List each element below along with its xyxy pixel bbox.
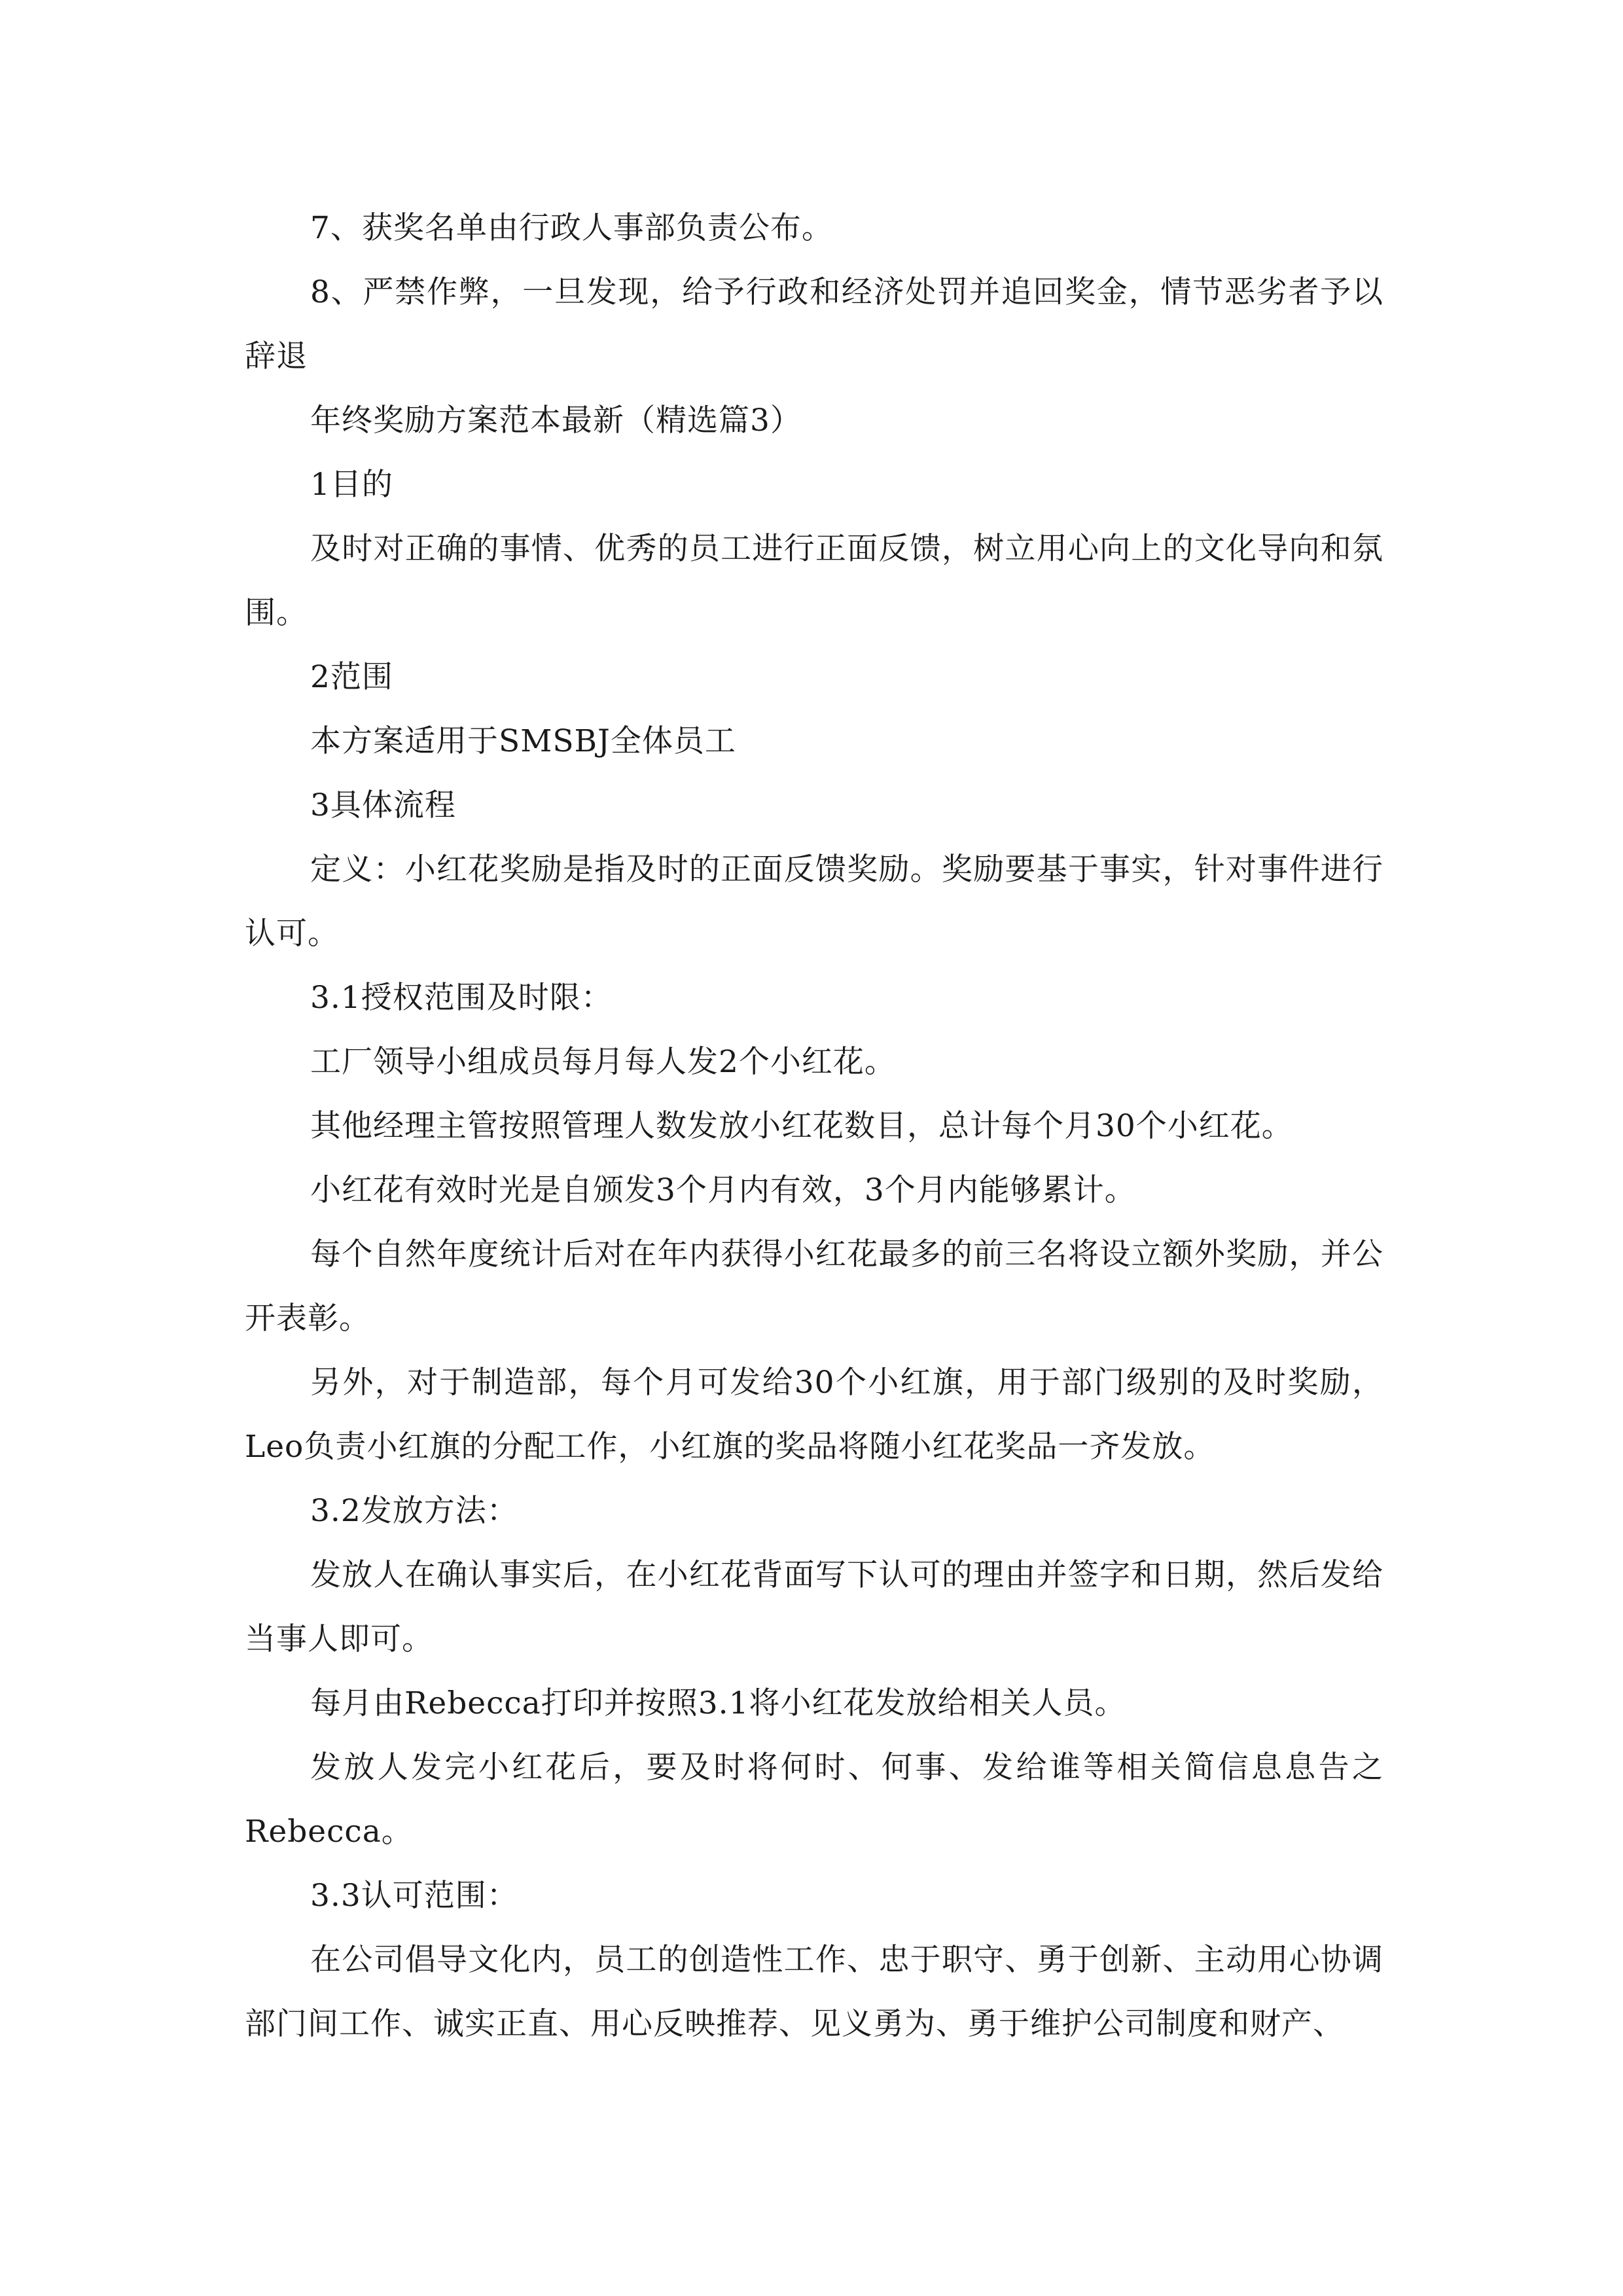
paragraph-3-2-b: 每月由Rebecca打印并按照3.1将小红花发放给相关人员。	[310, 1685, 1126, 1721]
paragraph-3-3-a: 在公司倡导文化内，员工的创造性工作、忠于职守、勇于创新、主动用心协调部门间工作、诚实正直、用心反映推荐、见义勇为、勇于维护公司制度和财产、	[245, 1942, 1383, 2042]
heading-process: 3具体流程	[310, 787, 456, 823]
heading-3-2: 3.2发放方法：	[310, 1493, 518, 1529]
paragraph-3-2-a: 发放人在确认事实后，在小红花背面写下认可的理由并签字和日期，然后发给当事人即可。	[245, 1557, 1383, 1657]
paragraph-definition: 定义：小红花奖励是指及时的正面反馈奖励。奖励要基于事实，针对事件进行认可。	[245, 852, 1383, 952]
paragraph-item-7: 7、获奖名单由行政人事部负责公布。	[310, 210, 833, 246]
paragraph-3-1-c: 小红花有效时光是自颁发3个月内有效，3个月内能够累计。	[310, 1172, 1136, 1208]
heading-scope: 2范围	[310, 659, 393, 695]
paragraph-3-1-e: 另外，对于制造部，每个月可发给30个小红旗，用于部门级别的及时奖励，Leo负责小红旗的分配工作，小红旗的奖品将随小红花奖品一齐发放。	[245, 1365, 1383, 1465]
document-body	[245, 196, 1383, 2056]
paragraph-scope: 本方案适用于SMSBJ全体员工	[310, 723, 736, 759]
heading-3-3: 3.3认可范围：	[310, 1878, 518, 1914]
paragraph-3-1-d: 每个自然年度统计后对在年内获得小红花最多的前三名将设立额外奖励，并公开表彰。	[245, 1236, 1383, 1336]
section-title: 年终奖励方案范本最新（精选篇3）	[310, 403, 802, 439]
paragraph-3-1-a: 工厂领导小组成员每月每人发2个小红花。	[310, 1044, 896, 1080]
paragraph-purpose: 及时对正确的事情、优秀的员工进行正面反馈，树立用心向上的文化导向和氛围。	[245, 531, 1383, 631]
paragraph-3-1-b: 其他经理主管按照管理人数发放小红花数目，总计每个月30个小红花。	[310, 1108, 1293, 1144]
paragraph-item-8: 8、严禁作弊，一旦发现，给予行政和经济处罚并追回奖金，情节恶劣者予以辞退	[245, 274, 1383, 374]
paragraph-3-2-c: 发放人发完小红花后，要及时将何时、何事、发给谁等相关简信息息告之Rebecca。	[245, 1749, 1383, 1850]
heading-purpose: 1目的	[310, 467, 393, 503]
heading-3-1: 3.1授权范围及时限：	[310, 980, 613, 1016]
